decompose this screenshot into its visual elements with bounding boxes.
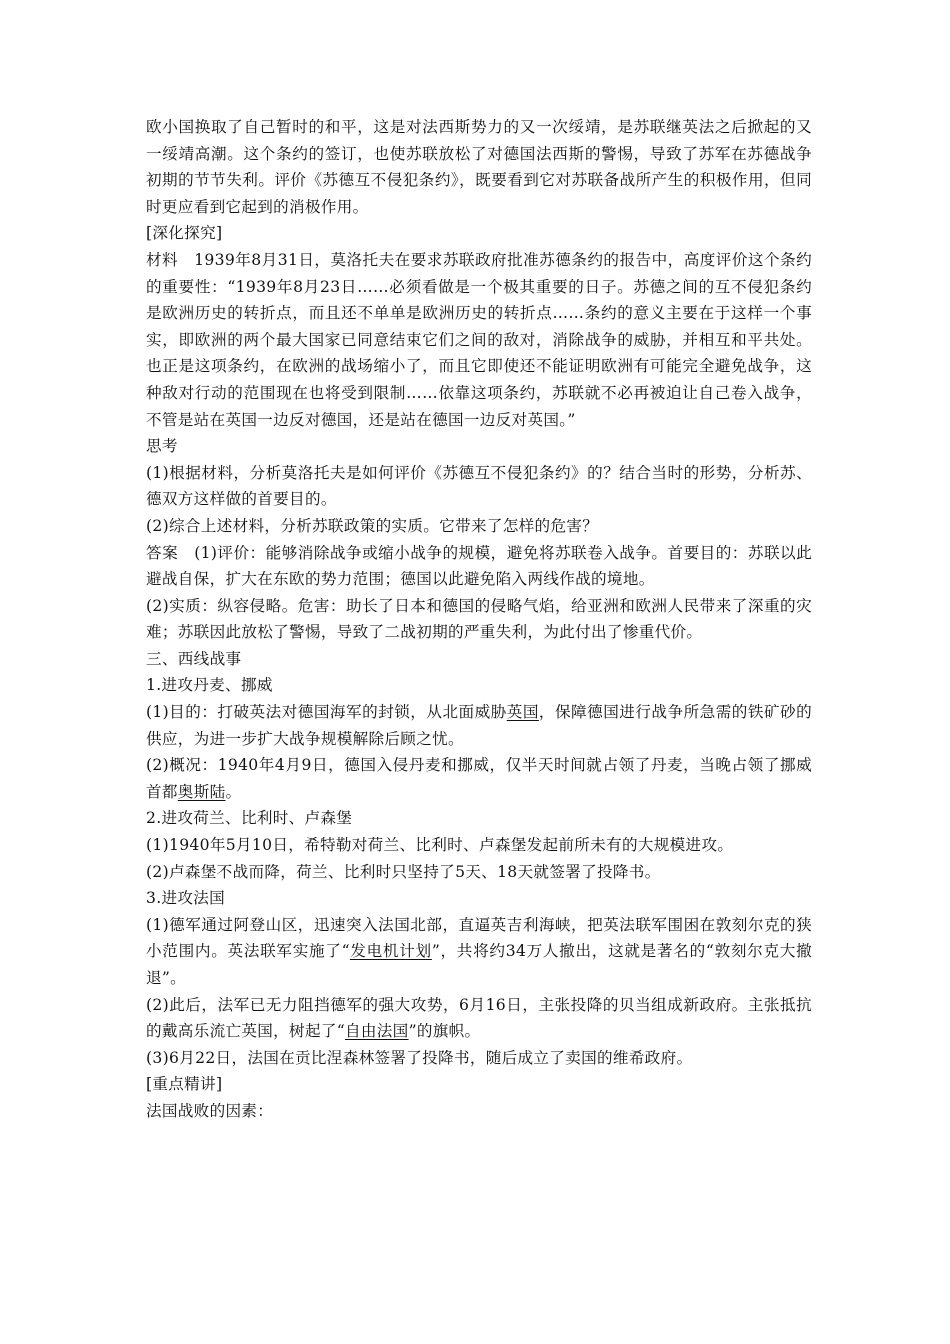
sub2-point-2: (2)卢森堡不战而降，荷兰、比利时只坚持了5天、18天就签署了投降书。: [146, 862, 661, 881]
sub3-point-1: [146, 912, 812, 992]
answer-1: 答案 (1)评价：能够消除战争或缩小战争的规模，避免将苏联卷入战争。首要目的：苏联以此避战自保，扩大在东欧的势力范围；德国以此避免陷入两线作战的境地。: [146, 543, 812, 589]
question-1: (1)根据材料，分析莫洛托夫是如何评价《苏德互不侵犯条约》的？结合当时的形势，分析苏、德双方这样做的首要目的。: [146, 463, 812, 509]
key-points-line: 法国战败的因素：: [146, 1101, 274, 1120]
term-operation-dynamo: 发电机计划: [349, 942, 432, 961]
material-paragraph: 材料 1939年8月31日，莫洛托夫在要求苏联政府批准苏德条约的报告中，高度评价这个条约的重要性：“1939年8月23日……必须看做是一个极其重要的日子。苏德之间的互不侵犯条约是欧洲历史的转折点，而且还不单单是欧洲历史的转折点……条约的意义主要在于这样一个事实，即欧洲的两个最大国家已同意结束它们之间的敌对，消除战争的威胁，并相互和平共处。也正是这项条约，在欧洲的战场缩小了，而且它即使还不能证明欧洲有可能完全避免战争，这种敌对行动的范围现在也将受到限制……依靠这项条约，苏联就不必再被迫让自己卷入战争，不管是站在英国一边反对德国，还是站在德国一边反对英国。”: [146, 250, 812, 429]
sub1-point-1-text-b: ，保障德国进行战争所急需的铁矿砂的供应，为进一步扩大战争规模解除后顾之忧。: [146, 703, 812, 748]
document-body: [146, 114, 812, 1125]
sub1-heading: 1.进攻丹麦、挪威: [146, 676, 273, 695]
think-heading: 思考: [146, 437, 178, 456]
sub1-point-2-text-b: 。: [225, 782, 242, 801]
sub1-point-2-text-a: (2)概况：1940年4月9日，德国入侵丹麦和挪威，仅半天时间就占领了丹麦，当晚占领了挪威首都: [146, 756, 812, 801]
intro-paragraph: 欧小国换取了自己暂时的和平，这是对法西斯势力的又一次绥靖，是苏联继英法之后掀起的又一绥靖高潮。这个条约的签订，也使苏联放松了对德国法西斯的警惕，导致了苏军在苏德战争初期的节节失利。评价《苏德互不侵犯条约》，既要看到它对苏联备战所产生的积极作用，但同时更应看到它起到的消极作用。: [146, 118, 812, 216]
term-britain: 英国: [506, 703, 539, 722]
sub3-point-1-text-b: ”，共将约34万人撤出，这就是著名的“敦刻尔克大撤退”。: [146, 942, 812, 987]
sub3-point-2-text-b: ”的旗帜。: [408, 1022, 481, 1041]
sub3-point-2-text-a: (2)此后，法军已无力阻挡德军的强大攻势，6月16日，主张投降的贝当组成新政府。主张抵抗的戴高乐流亡英国，树起了“: [146, 995, 812, 1041]
term-oslo: 奥斯陆: [177, 782, 226, 801]
sub1-point-2: [146, 752, 812, 805]
sub3-point-3: (3)6月22日，法国在贡比涅森林签署了投降书，随后成立了卖国的维希政府。: [146, 1048, 693, 1067]
term-free-france: 自由法国: [345, 1022, 409, 1041]
key-points-heading: [重点精讲]: [146, 1075, 223, 1094]
sub1-point-1: [146, 699, 812, 752]
section3-heading: 三、西线战事: [146, 649, 242, 668]
sub2-point-1: (1)1940年5月10日，希特勒对荷兰、比利时、卢森堡发起前所未有的大规模进攻。: [146, 836, 734, 855]
sub3-point-1-text-a: (1)德军通过阿登山区，迅速突入法国北部，直逼英吉利海峡，把英法联军围困在敦刻尔克的狭小范围内。英法联军实施了“: [146, 915, 812, 961]
answer-2: (2)实质：纵容侵略。危害：助长了日本和德国的侵略气焰，给亚洲和欧洲人民带来了深重的灾难；苏联因此放松了警惕，导致了二战初期的严重失利，为此付出了惨重代价。: [146, 596, 812, 642]
sub1-point-1-text-a: (1)目的：打破英法对德国海军的封锁，从北面威胁: [146, 703, 507, 722]
sub3-point-2: [146, 992, 812, 1045]
sub2-heading: 2.进攻荷兰、比利时、卢森堡: [146, 809, 353, 828]
question-2: (2)综合上述材料，分析苏联政策的实质。它带来了怎样的危害？: [146, 516, 599, 535]
sub3-heading: 3.进攻法国: [146, 889, 226, 908]
deep-explore-heading: [深化探究]: [146, 224, 223, 243]
